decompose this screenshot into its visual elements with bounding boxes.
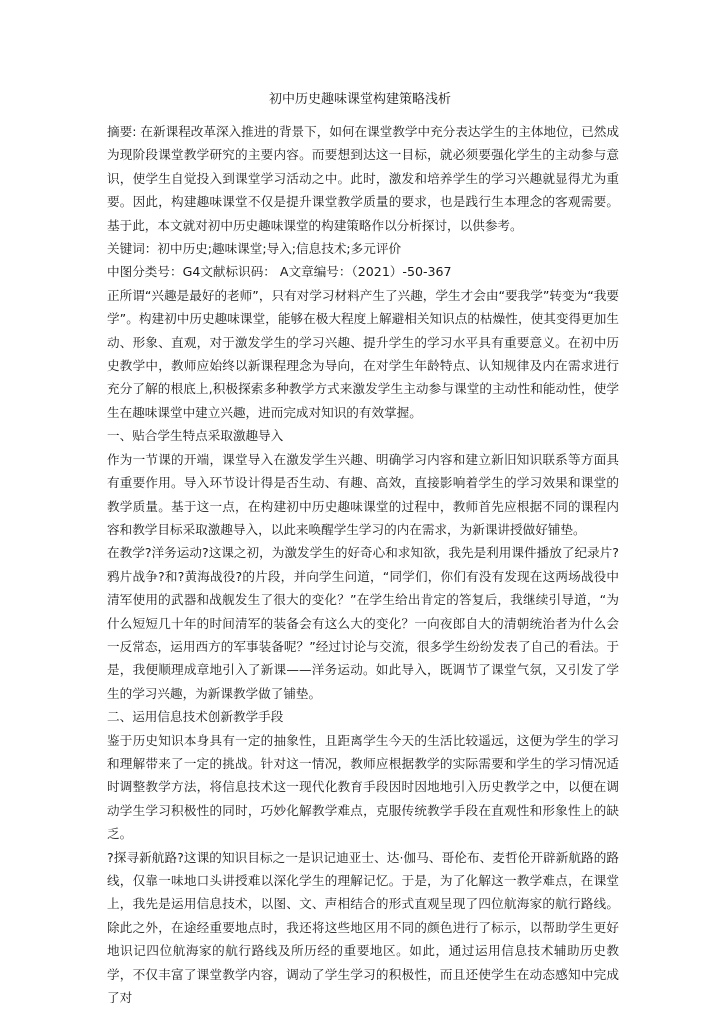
section-1-heading: 一、贴合学生特点采取激趣导入 [107,428,284,444]
section-1-paragraph-2: 在教学?洋务运动?这课之初，为激发学生的好奇心和求知欲，我先是利用课件播放了纪录片?鸦片战争?和?黄海战役?的片段，并向学生问道，“同学们，你们有没有发现在这两场战役中清军使用的武器和战舰发生了很大的变化？”在学生给出肯定的答复后，我继续引导道，“为什么短短几十年的时间清军的装备会有这么大的变化？一向夜郎自大的清朝统治者为什么会一反常态，运用西方的军事装备呢？”经过讨论与交流，很多学生纷纷发表了自己的看法。于是，我便顺理成章地引入了新课——洋务运动。如此导入，既调节了课堂气氛，又引发了学生的学习兴趣，为新课教学做了铺垫。 [107,545,619,701]
keywords-line: 关键词：初中历史;趣味课堂;导入;信息技术;多元评价 [107,241,402,257]
section-2-paragraph-1: 鉴于历史知识本身具有一定的抽象性，且距离学生今天的生活比较遥远，这便为学生的学习和理解带来了一定的挑战。针对这一情况，教师应根据教学的实际需要和学生的学习情况适时调整教学方法，将信息技术这一现代化教育手段因时因地地引入历史教学之中，以便在调动学生学习积极性的同时，巧妙化解教学难点，克服传统教学手段在直观性和形象性上的缺乏。 [107,732,619,842]
section-2-paragraph-2: ?探寻新航路?这课的知识目标之一是识记迪亚士、达·伽马、哥伦布、麦哲伦开辟新航路的路线，仅靠一味地口头讲授难以深化学生的理解记忆。于是，为了化解这一教学难点，在课堂上，我先是运用信息技术，以图、文、声相结合的形式直观呈现了四位航海家的航行路线。除此之外，在途经重要地点时，我还将这些地区用不同的颜色进行了标示，以帮助学生更好地识记四位航海家的航行路线及所历经的重要地区。如此，通过运用信息技术辅助历史教学，不仅丰富了课堂教学内容，调动了学生学习的积极性，而且还使学生在动态感知中完成了对 [107,849,619,1006]
abstract-paragraph: 摘要: 在新课程改革深入推进的背景下，如何在课堂教学中充分表达学生的主体地位，已然成为现阶段课堂教学研究的主要内容。而要想到达这一目标，就必须要强化学生的主动参与意识，使学生自觉投入到课堂学习活动之中。此时，激发和培养学生的学习兴趣就显得尤为重要。因此，构建趣味课堂不仅是提升课堂教学质量的要求，也是践行生本理念的客观需要。基于此，本文就对初中历史趣味课堂的构建策略作以分析探讨，以供参考。 [107,124,619,233]
section-2-heading: 二、运用信息技术创新教学手段 [107,709,284,725]
document-title: 初中历史趣味课堂构建策略浅析 [268,92,451,107]
section-1-paragraph-1: 作为一节课的开端，课堂导入在激发学生兴趣、明确学习内容和建立新旧知识联系等方面具有重要作用。导入环节设计得是否生动、有趣、高效，直接影响着学生的学习效果和课堂的教学质量。基于这一点，在构建初中历史趣味课堂的过程中，教师首先应根据不同的课程内容和教学目标采取激趣导入，以此来唤醒学生学习的内在需求，为新课讲授做好铺垫。 [107,451,619,537]
intro-paragraph: 正所谓“兴趣是最好的老师”，只有对学习材料产生了兴趣，学生才会由“要我学”转变为“我要学”。构建初中历史趣味课堂，能够在极大程度上解避相关知识点的枯燥性，使其变得更加生动、形象、直观，对于激发学生的学习兴趣、提升学生的学习水平具有重要意义。在初中历史教学中，教师应始终以新课程理念为导向，在对学生年龄特点、认知规律及内在需求进行充分了解的根底上,积极探索多种教学方式来激发学生主动参与课堂的主动性和能动性，使学生在趣味课堂中建立兴趣，进而完成对知识的有效掌握。 [107,287,619,420]
classification-line: 中图分类号：G4文献标识码： A文章编号：（2021）-50-367 [107,264,452,280]
document-body [107,120,619,1009]
